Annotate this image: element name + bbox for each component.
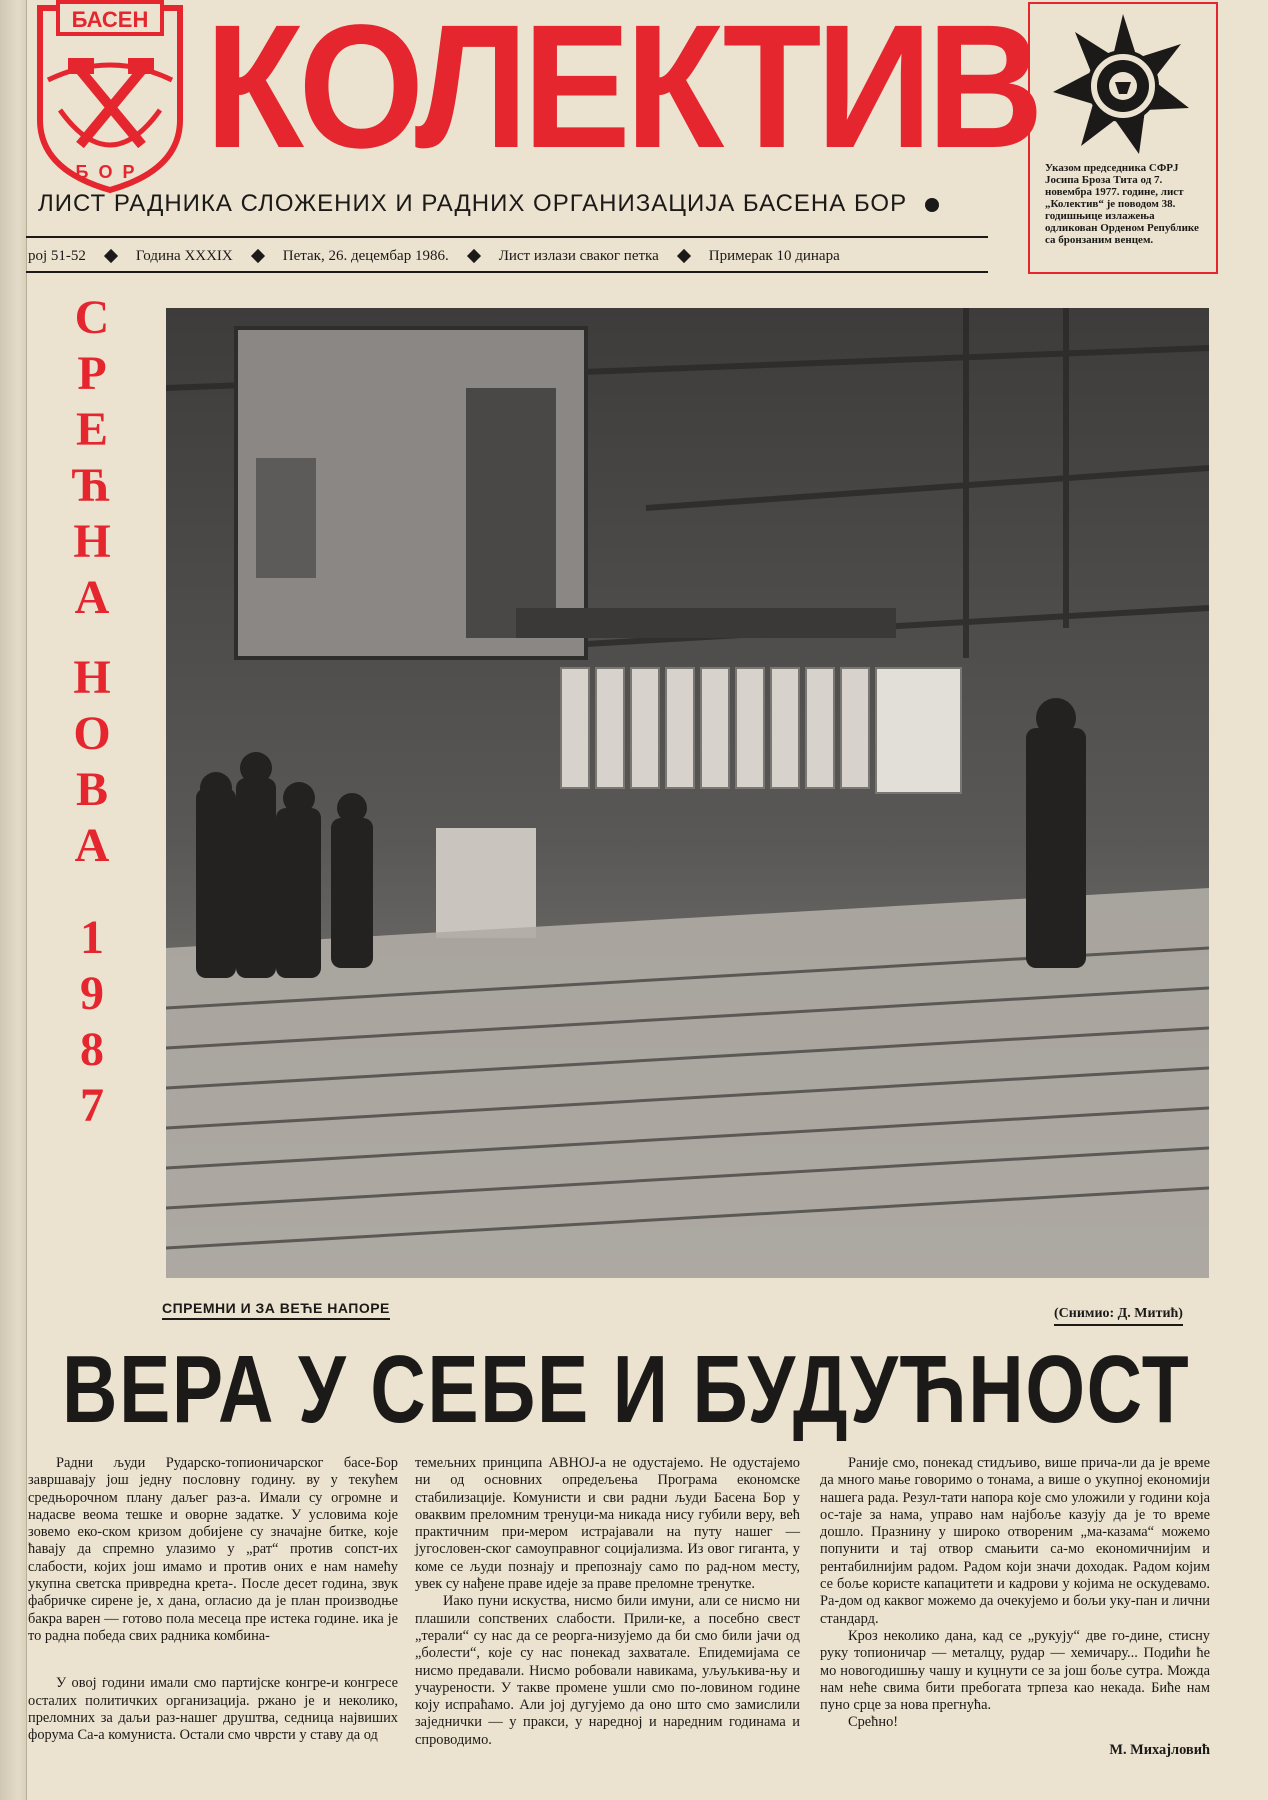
article-headline: ВЕРА У СЕБЕ И БУДУЋНОСТ <box>62 1336 1191 1443</box>
logo-bottom-text: БОР <box>75 162 145 182</box>
greeting-letter: 9 <box>80 967 104 1020</box>
greeting-letter: Р <box>77 347 107 400</box>
diamond-icon <box>251 249 265 263</box>
issue-info-strip <box>28 243 988 269</box>
issue-date: Петак, 26. децембар 1986. <box>282 247 449 264</box>
article-paragraph: Иако пуни искуства, нисмо били имуни, али се нисмо ни плашили сопствених слабости. Прили-ке, а посебно свест „терали“ су нас да се реорга-низујемо да би смо били јачи од „болести“, које су нас понекад захватале. Епидемијама се нисмо предавали. Нисмо робовали навикама, уљуљкива-њу и учаурености. У такве промене ушли смо по-ловином године коју испраћамо. Али јој дугујемо да оно што смо замислили заједнички — у пракси, у наредној и наредним годинама и спроводимо. <box>415 1593 800 1748</box>
greeting-letter: В <box>75 763 108 816</box>
article-paragraph: Радни људи Рударско-топионичарског басе-Бор завршавају још једну пословну годину. ву у текућем средњорочном плану даљег раз-а. Имали су огромне и надасве веома тешке и оворне задатке. У условима које зовемо еко-ском кризом добијене су значајне битке, које ћавају да спремно улазимо у „рат“ против сопст-их слабости, којих још имамо и против оних е нам намећу укупна светска привредна крета-. После десет година, звук фабричке сирене је, х дана, огласио да је план производње бакра варен — готово пола месеца пре истека године. ика је то радна победа свих радника комбина- <box>28 1455 398 1644</box>
issue-frequency: Лист излази сваког петка <box>498 247 659 264</box>
greeting-letter: С <box>74 291 110 344</box>
greeting-letter: 7 <box>80 1079 104 1132</box>
diamond-icon <box>467 249 481 263</box>
adjacent-page-edge <box>0 0 27 1800</box>
paragraph-gap <box>28 1645 398 1675</box>
order-of-republic-emblem <box>1040 10 1206 160</box>
photo-credit: (Снимио: Д. Митић) <box>1054 1306 1183 1326</box>
article-paragraph: Кроз неколико дана, кад се „рукују“ две го-дине, стисну руку топионичар — металцу, рудар — хемичару... Подићи ће мо новогодишњу чашу и куцнути се за још боље сутра. Можда нам неће свима бити пребогата трпеза као некада. Биће нам пуно срце за нова прегнућа. <box>820 1627 1210 1714</box>
greeting-letter: Ћ <box>72 459 112 512</box>
greeting-letter: Н <box>73 651 111 704</box>
masthead-rule <box>26 236 988 238</box>
article-author: М. Михајловић <box>1109 1741 1210 1758</box>
greeting-letter: 1 <box>80 911 104 964</box>
award-text: Указом председника СФРЈ Јосипа Броза Тита од 7. новембра 1977. године, лист „Колектив“ је поводом 38. годишњице излажења одликован Орденом Републике са бронзаним венцем. <box>1045 162 1199 246</box>
greeting-letter: 8 <box>80 1023 104 1076</box>
photo-caption: СПРЕМНИ И ЗА ВЕЋЕ НАПОРЕ <box>162 1300 390 1320</box>
newspaper-subtitle <box>38 190 978 218</box>
article-column-3 <box>820 1455 1210 1759</box>
issue-number: рој 51-52 <box>28 247 86 264</box>
diamond-icon <box>677 249 691 263</box>
article-column-2 <box>415 1455 800 1749</box>
issue-year: Година XXXIX <box>135 247 233 264</box>
basen-bor-logo <box>30 0 190 195</box>
article-paragraph: Срећно! <box>848 1714 899 1731</box>
issue-price: Примерак 10 динара <box>708 247 840 264</box>
greeting-letter: А <box>74 819 110 872</box>
bullet-icon <box>925 198 939 212</box>
issue-strip-rule <box>26 271 988 273</box>
article-paragraph: темељних принципа АВНОЈ-а не одустајемо. Не одустајемо ни од основних опредељења Програма економске стабилизације. Комунисти и сви радни људи Басена Бор у оваквим преломним тренуци-ма никада нису губили веру, већ практичним при-мером истрајавали на путу нашег — југословен-ског самоуправног социјализма. Из овог гиганта, у коме се људи познају и препознају само по рад-ном месту, увек су нађене праве идеје за праве преломне тренутке. <box>415 1455 800 1593</box>
article-paragraph: Раније смо, понекад стидљиво, више прича-ли да је време да много мање говоримо о тонама, а више о укупној економији нашега рада. Резул-тати напора које смо уложили у години која ос-таје за нама, управо нам најбоље казују да је то време дошло. Празнину у широко отвореним „ма-казама“ можемо попунити и тај отвор смањити са-мо економичнијим и рентабилнијим радом. Радом који значи доходак. Радом којим се боље користе капацитети и кадрови у којима не оскудевамо. Ра-дом од каквог можемо да очекујемо и бољи уку-пан и лични стандард. <box>820 1455 1210 1627</box>
greeting-letter: А <box>74 571 110 624</box>
newspaper-title: КОЛЕКТИВ <box>205 0 1039 185</box>
greeting-letter: Н <box>73 515 111 568</box>
greeting-letter: Е <box>75 403 108 456</box>
logo-top-text: БАСЕН <box>71 7 149 32</box>
refinery-photo <box>166 308 1209 1278</box>
subtitle-text: ЛИСТ РАДНИКА СЛОЖЕНИХ И РАДНИХ ОРГАНИЗАЦИЈА БАСЕНА БОР <box>38 190 908 217</box>
article-paragraph: У овој години имали смо партијске конгре-и конгресе осталих политичких организација. ржано је и неколико, преломних за даљи раз-нашег друштва, седница највиших форума Са-а комуниста. Остали смо чврсти у ставу да од <box>28 1675 398 1744</box>
article-column-1 <box>28 1455 398 1744</box>
diamond-icon <box>104 249 118 263</box>
greeting-letter: О <box>73 707 111 760</box>
